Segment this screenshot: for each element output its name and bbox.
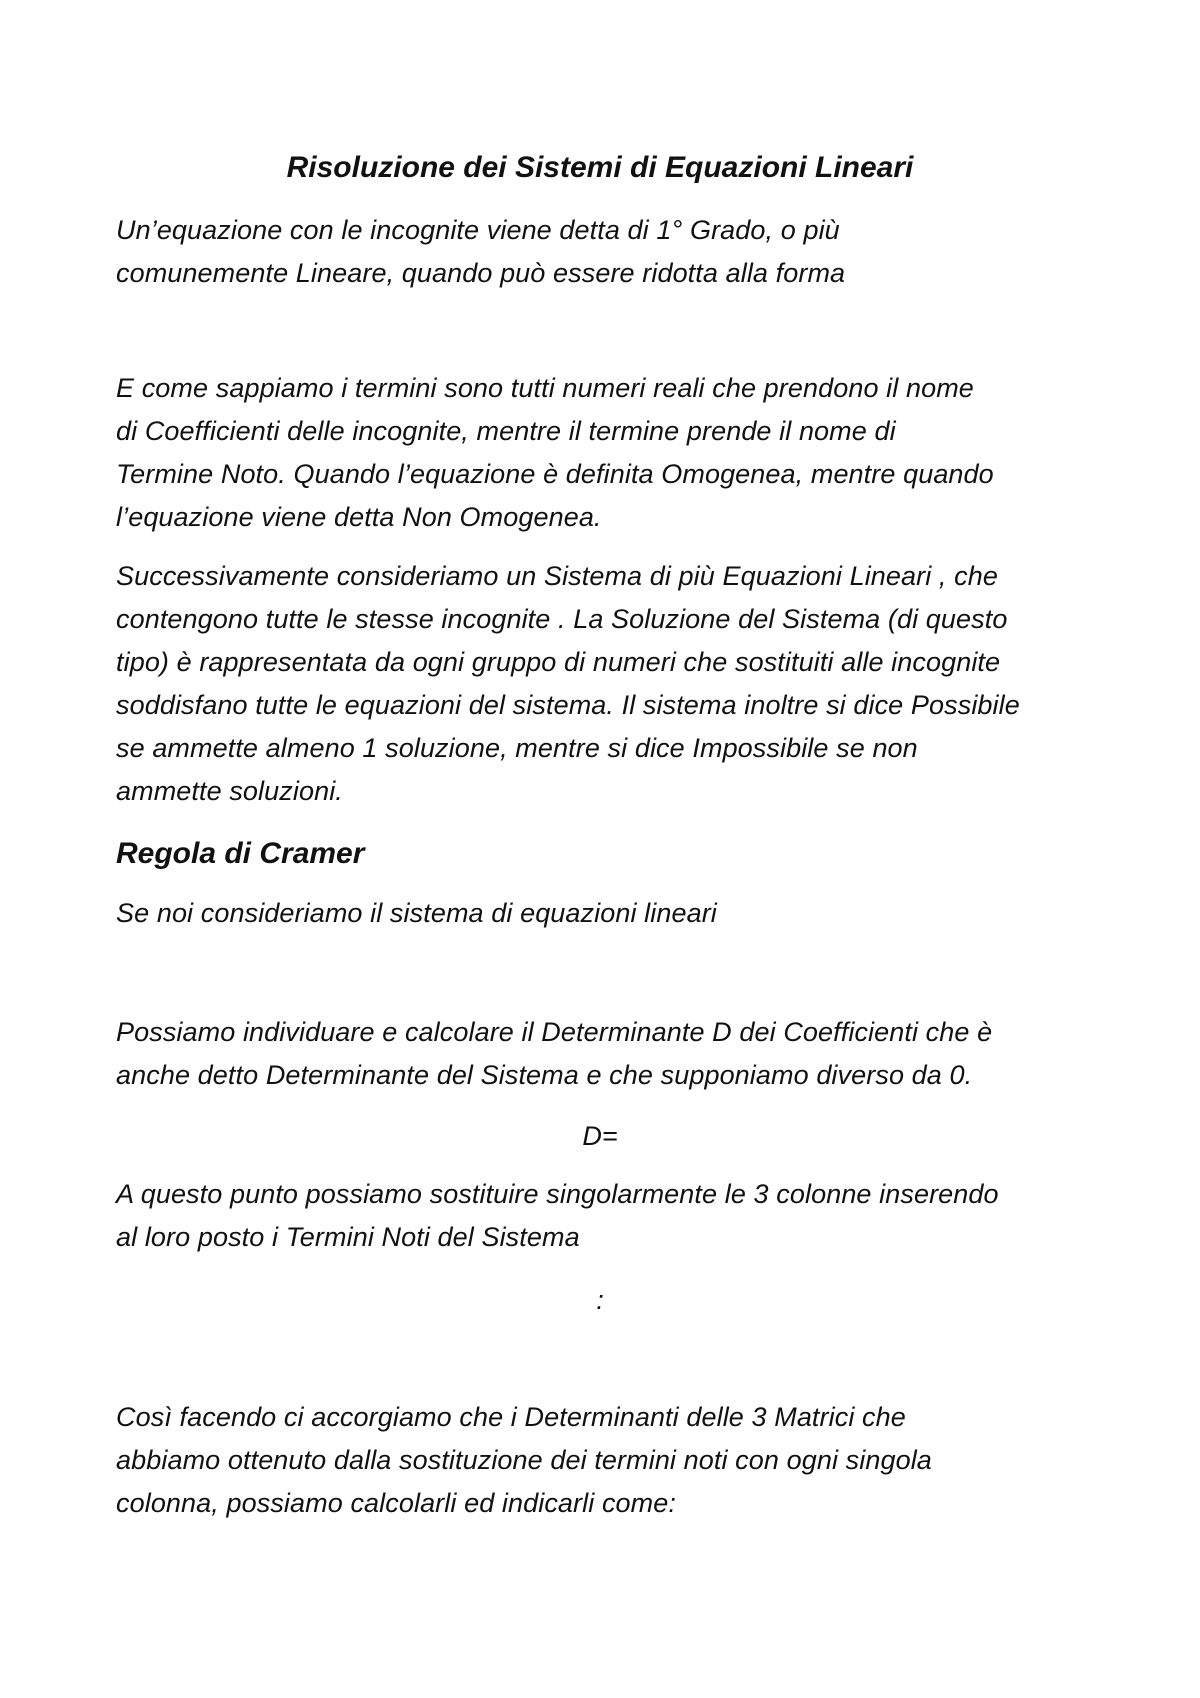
colon-marker: :	[596, 1285, 604, 1315]
paragraph-line: Così facendo ci accorgiamo che i Determinanti delle 3 Matrici che	[116, 1402, 906, 1432]
paragraph-line: tipo) è rappresentata da ogni gruppo di numeri che sostituiti alle incognite	[116, 647, 1001, 677]
paragraph-line: Possiamo individuare e calcolare il Determinante D dei Coefficienti che è	[116, 1017, 993, 1047]
paragraph-line: Termine Noto. Quando l’equazione è definita Omogenea, mentre quando	[116, 459, 994, 489]
paragraph-line: E come sappiamo i termini sono tutti numeri reali che prendono il nome	[116, 373, 974, 403]
paragraph-line: A questo punto possiamo sostituire singolarmente le 3 colonne inserendo	[116, 1179, 999, 1209]
determinant-label: D=	[582, 1121, 618, 1151]
paragraph-line: di Coefficienti delle incognite, mentre il termine prende il nome di	[116, 416, 896, 446]
paragraph-line: Un’equazione con le incognite viene detta di 1° Grado, o più	[116, 215, 840, 245]
paragraph-line: al loro posto i Termini Noti del Sistema	[116, 1222, 580, 1252]
paragraph-line: Successivamente consideriamo un Sistema di più Equazioni Lineari , che	[116, 561, 998, 591]
paragraph-line: l’equazione viene detta Non Omogenea.	[116, 502, 602, 532]
paragraph-line: Se noi consideriamo il sistema di equazioni lineari	[116, 898, 717, 928]
paragraph-line: anche detto Determinante del Sistema e che supponiamo diverso da 0.	[116, 1060, 973, 1090]
paragraph-line: abbiamo ottenuto dalla sostituzione dei termini noti con ogni singola	[116, 1445, 932, 1475]
document-title: Risoluzione dei Sistemi di Equazioni Lineari	[286, 151, 914, 184]
paragraph-line: se ammette almeno 1 soluzione, mentre si dice Impossibile se non	[116, 733, 918, 763]
paragraph-line: colonna, possiamo calcolarli ed indicarli come:	[116, 1488, 676, 1518]
section-heading: Regola di Cramer	[116, 837, 365, 870]
paragraph-line: comunemente Lineare, quando può essere ridotta alla forma	[116, 258, 846, 288]
paragraph-line: contengono tutte le stesse incognite . La Soluzione del Sistema (di questo	[116, 604, 1008, 634]
paragraph-line: soddisfano tutte le equazioni del sistema. Il sistema inoltre si dice Possibile	[116, 690, 1020, 720]
paragraph-line: ammette soluzioni.	[116, 776, 343, 806]
